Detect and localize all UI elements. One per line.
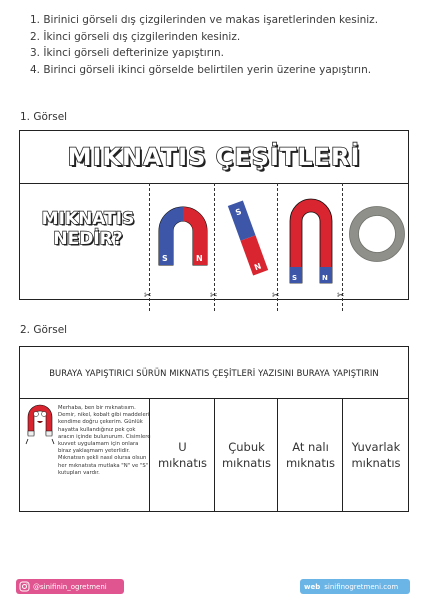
instruction-1: 1. Birinici görseli dış çizgilerinden ve makas işaretlerinden kesiniz. [30,14,379,26]
svg-text:N: N [196,254,203,263]
visual1-cutout [19,130,409,300]
svg-text:S: S [234,206,243,218]
magnet-types-title: MIKNATIS ÇEŞİTLERİ [20,131,408,184]
instruction-4: 4. Birinci görseli ikinci görselde belirtilen yerin üzerine yapıştırın. [30,63,372,76]
glue-instruction-row [20,347,408,399]
cell-ring-magnet: Yuvarlak mıknatıs [342,398,409,511]
visual1-label: 1. Görsel [20,111,68,123]
scissor-icon: ✂ [337,291,345,301]
instagram-handle: @sinifinin_ogretmeni [33,582,107,591]
instruction-3: 3. İkinci görseli defterinize yapıştırın. [30,47,224,59]
svg-text:S: S [292,274,298,282]
instagram-badge[interactable] [16,579,124,594]
scissor-icon: ✂ [144,291,152,301]
cell-u-magnet: U mıknatıs [149,398,215,511]
visual2-cutout [19,346,409,512]
glue-instruction: BURAYA YAPIŞTIRICI SÜRÜN MIKNATIS ÇEŞİTLERİ YAZISINI BURAYA YAPIŞTIRIN [49,367,379,378]
footer [0,575,425,596]
scissor-icon: ✂ [272,291,280,301]
magnet-speech-text: Merhaba, ben bir mıknatısım. Demir, nikel, kobalt gibi maddeleri kendime doğru çekerim. Günlük hayatta kullandığınız pek çok aracın içinde bulunurum. Cisimlere kuvvet uygulamam için onlara biraz yaklaşmam yeterlidir. Mıknatısın şekli nasıl olursa olsun her mıknatısta mutlaka "N" ve "S" kutupları vardır. [58,405,151,476]
svg-text:N: N [322,274,328,282]
visual2-label: 2. Görsel [20,324,68,336]
web-label: web [304,582,321,591]
instagram-icon [19,581,30,592]
magnet-question: MIKNATIS NEDİR? [41,209,135,249]
scissor-icon: ✂ [210,291,218,301]
bar-magnet-icon [222,197,274,279]
website-url: sinifinogretmeni.com [324,582,399,591]
cell-horseshoe-magnet: At nalı mıknatıs [277,398,343,511]
svg-text:S: S [162,254,168,263]
svg-text:N: N [253,261,263,273]
instructions-list [30,12,415,78]
ring-magnet-icon [348,205,406,263]
instruction-2: 2. İkinci görseli dış çizgilerinden kesiniz. [30,30,241,43]
website-badge[interactable] [300,579,410,594]
u-magnet-icon [153,199,213,275]
horseshoe-magnet-icon [282,191,340,289]
cell-bar-magnet: Çubuk mıknatıs [214,398,278,511]
